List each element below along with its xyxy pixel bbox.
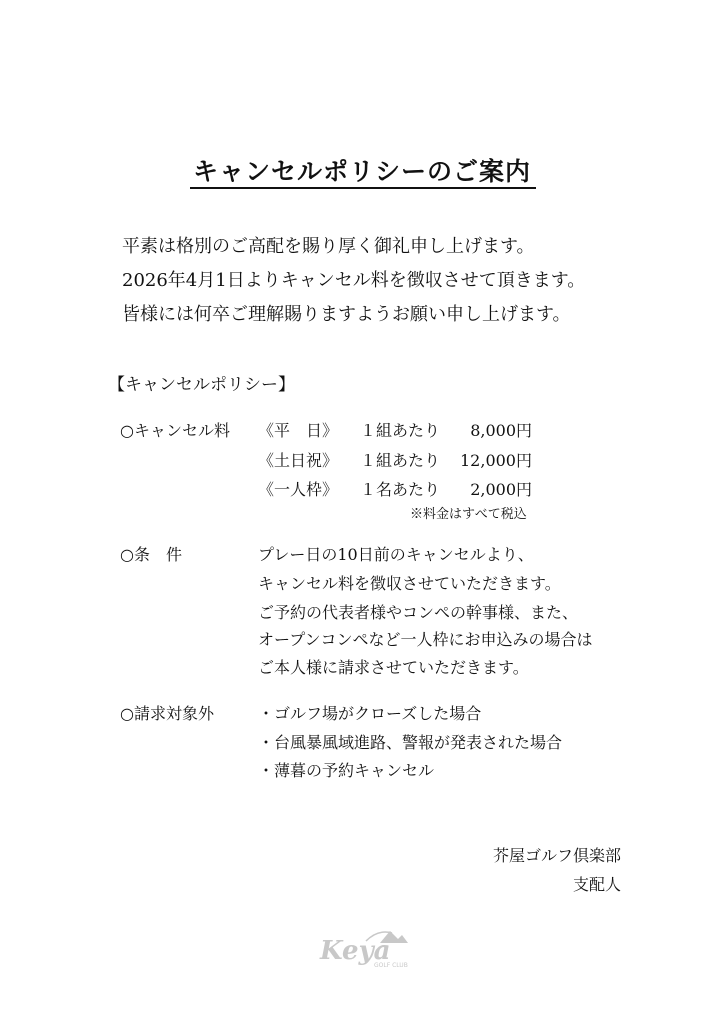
keya-golf-club-logo-icon — [318, 925, 408, 971]
fee-price-weekday: 8,000円 — [470, 421, 532, 440]
intro-line-3: 皆様には何卒ご理解賜りますようお願い申し上げます。 — [122, 304, 571, 325]
condition-line: オープンコンペなど一人枠にお申込みの場合は — [258, 630, 593, 649]
fee-per-single: １名あたり — [360, 480, 441, 499]
exclusion-line: ・薄暮の予約キャンセル — [258, 761, 435, 780]
page-title: キャンセルポリシーのご案内 — [192, 157, 531, 186]
intro-line-1: 平素は格別のご高配を賜り厚く御礼申し上げます。 — [122, 236, 535, 257]
fees-label: ○キャンセル料 — [120, 421, 230, 440]
fee-price-single: 2,000円 — [470, 480, 532, 499]
svg-text:GOLF CLUB: GOLF CLUB — [374, 962, 408, 969]
exclusion-line: ・ゴルフ場がクローズした場合 — [258, 704, 482, 723]
signature-org: 芥屋ゴルフ倶楽部 — [492, 846, 621, 865]
title-underline — [190, 187, 536, 189]
intro-line-2: 2026年4月1日よりキャンセル料を徴収させて頂きます。 — [122, 270, 586, 291]
fee-category-weekday: 《平 日》 — [258, 421, 339, 440]
condition-line: ご予約の代表者様やコンペの幹事様、また、 — [258, 603, 579, 622]
signature-role: 支配人 — [572, 875, 621, 894]
fee-per-weekday: １組あたり — [360, 421, 441, 440]
exclusions-label: ○請求対象外 — [120, 704, 214, 723]
section-heading: 【キャンセルポリシー】 — [108, 375, 295, 395]
condition-line: プレー日の10日前のキャンセルより、 — [258, 545, 534, 564]
fee-per-weekend: １組あたり — [360, 451, 441, 470]
tax-note: ※料金はすべて税込 — [410, 507, 527, 522]
svg-text:Keya: Keya — [320, 936, 391, 966]
condition-line: ご本人様に請求させていただきます。 — [258, 658, 529, 677]
condition-line: キャンセル料を徴収させていただきます。 — [258, 574, 561, 593]
exclusion-line: ・台風暴風域進路、警報が発表された場合 — [258, 733, 563, 752]
fee-category-weekend: 《土日祝》 — [258, 451, 339, 470]
fee-price-weekend: 12,000円 — [460, 451, 532, 470]
conditions-label: ○条 件 — [120, 545, 182, 564]
fee-category-single: 《一人枠》 — [258, 480, 339, 499]
